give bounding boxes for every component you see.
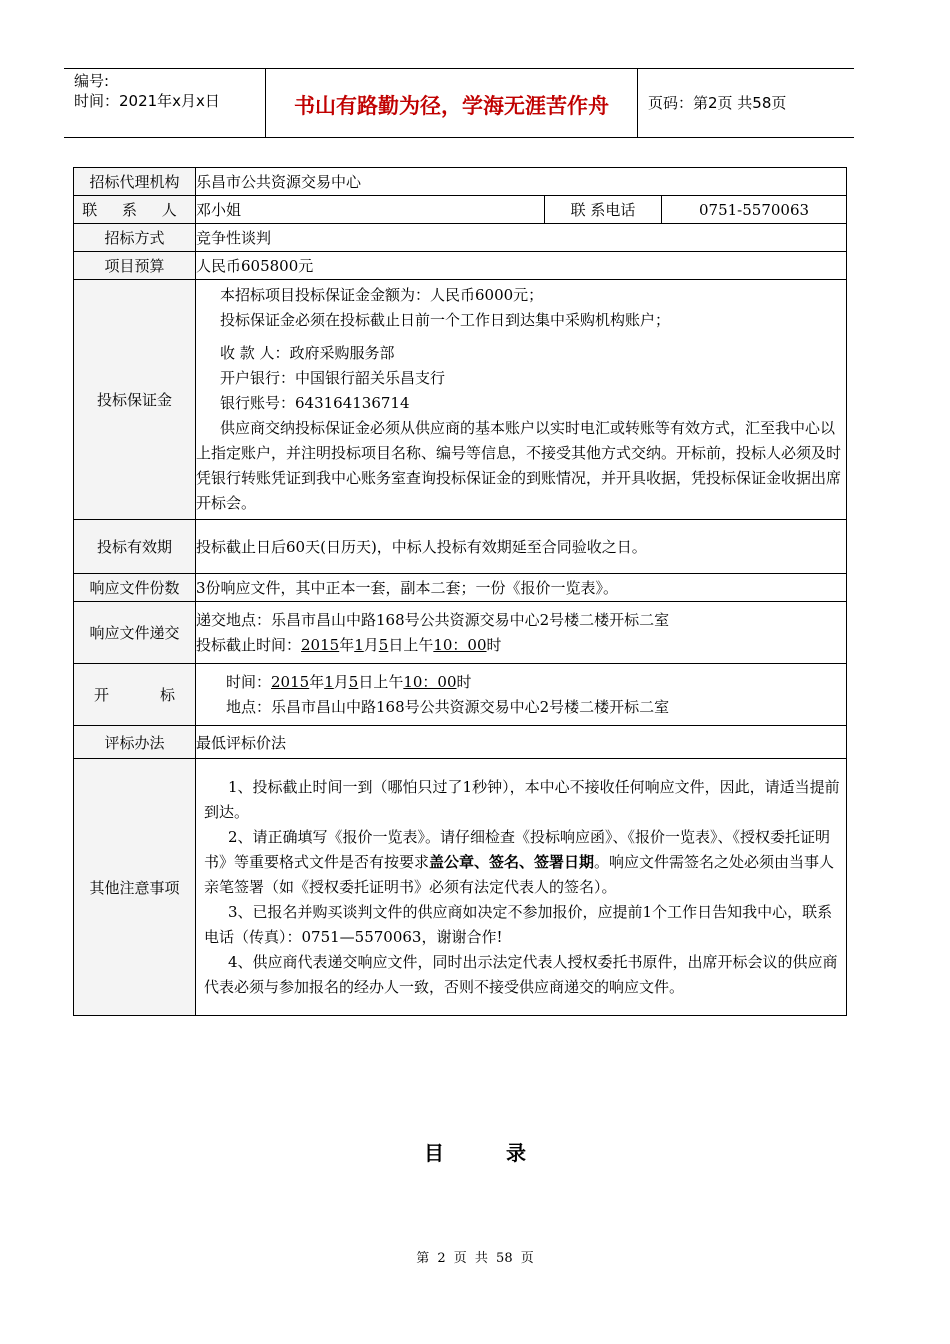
note-emphasis: 盖公章、签名、签署日期 [429,852,595,871]
evaluation-label: 评标办法 [74,726,196,759]
deposit-content [196,280,847,520]
table-row [74,196,847,224]
note-item: 4、供应商代表递交响应文件，同时出示法定代表人授权委托书原件，出席开标会议的供应商代表必须与参加报名的经办人一致，否则不接受供应商递交的响应文件。 [204,952,838,996]
table-row [74,759,847,1016]
deposit-account: 银行账号：643164136714 [220,394,410,412]
table-row [74,664,847,726]
phone-value: 0751-5570063 [662,196,847,224]
validity-label: 投标有效期 [74,520,196,574]
deposit-line: 本招标项目投标保证金金额为：人民币6000元； [220,286,544,304]
opening-day: 5 [348,672,359,691]
serial-label: 编号: [74,72,110,90]
table-row [74,252,847,280]
deadline-day: 5 [378,635,389,654]
opening-year: 2015 [271,672,310,691]
page-header [64,68,854,138]
header-page-number: 页码：第2页 共58页 [648,94,787,112]
table-row [74,574,847,602]
opening-label: 开 标 [74,664,196,726]
submission-place: 递交地点：乐昌市昌山中路168号公共资源交易中心2号楼二楼开标二室 [196,610,670,629]
deadline-year: 2015 [301,635,340,654]
time-label: 时间：2021年x月x日 [74,92,220,110]
agency-value: 乐昌市公共资源交易中心 [196,168,847,196]
submission-deadline: 投标截止时间：2015年1月5日上午10：00时 [196,635,502,654]
contact-value: 邓小姐 [196,196,545,224]
header-motto: 书山有路勤为径，学海无涯苦作舟 [294,94,609,118]
note-item: 1、投标截止时间一到（哪怕只过了1秒钟），本中心不接收任何响应文件，因此，请适当提前到达。 [204,777,840,821]
deposit-bank: 开户银行：中国银行韶关乐昌支行 [220,369,446,387]
copies-value: 3份响应文件，其中正本一套，副本二套；一份《报价一览表》。 [196,574,847,602]
validity-value: 投标截止日后60天(日历天)，中标人投标有效期延至合同验收之日。 [196,520,847,574]
deposit-label: 投标保证金 [74,280,196,520]
copies-label: 响应文件份数 [74,574,196,602]
note-item: 2、请正确填写《报价一览表》。请仔细检查《投标响应函》、《报价一览表》、《授权委托证明书》等重要格式文件是否有按要求盖公章、签名、签署日期。响应文件需签名之处必须由当事人亲笔签署（如《授权委托证明书》必须有法定代表人的签名）。 [204,827,835,896]
submission-content [196,602,847,664]
method-value: 竞争性谈判 [196,224,847,252]
header-meta [74,71,220,111]
deposit-line: 投标保证金必须在投标截止日前一个工作日到达集中采购机构账户； [220,311,671,329]
submission-label: 响应文件递交 [74,602,196,664]
header-divider [637,69,638,137]
toc-heading: 目 录 [424,1141,526,1165]
budget-label: 项目预算 [74,252,196,280]
table-row [74,168,847,196]
opening-content [196,664,847,726]
table-row [74,726,847,759]
agency-label: 招标代理机构 [74,168,196,196]
bid-info-table [73,167,847,1016]
phone-label: 联 系电话 [545,196,662,224]
deadline-time: 10：00 [433,635,487,654]
table-row [74,520,847,574]
table-row [74,602,847,664]
table-row [74,280,847,520]
opening-time: 时间：2015年1月5日上午10：00时 [226,672,472,691]
budget-value: 人民币605800元 [196,252,847,280]
contact-label: 联 系 人 [74,196,196,224]
deposit-payee: 收 款 人：政府采购服务部 [220,344,395,362]
note-item: 3、已报名并购买谈判文件的供应商如决定不参加报价，应提前1个工作日告知我中心，联系电话（传真）：0751—5570063，谢谢合作! [204,902,833,946]
deposit-paragraph: 供应商交纳投标保证金必须从供应商的基本账户以实时电汇或转账等有效方式，汇至我中心以上指定账户，并注明投标项目名称、编号等信息，不接受其他方式交纳。开标前，投标人必须及时凭银行转账凭证到我中心账务室查询投标保证金的到账情况，并开具收据，凭投标保证金收据出席开标会。 [196,419,842,512]
method-label: 招标方式 [74,224,196,252]
opening-month: 1 [324,672,334,691]
opening-place: 地点：乐昌市昌山中路168号公共资源交易中心2号楼二楼开标二室 [226,697,670,716]
notes-label: 其他注意事项 [74,759,196,1016]
table-row [74,224,847,252]
evaluation-value: 最低评标价法 [196,726,847,759]
page-footer: 第 2 页 共 58 页 [416,1251,534,1266]
deadline-month: 1 [354,635,364,654]
opening-clock: 10：00 [403,672,457,691]
notes-content [196,759,847,1016]
